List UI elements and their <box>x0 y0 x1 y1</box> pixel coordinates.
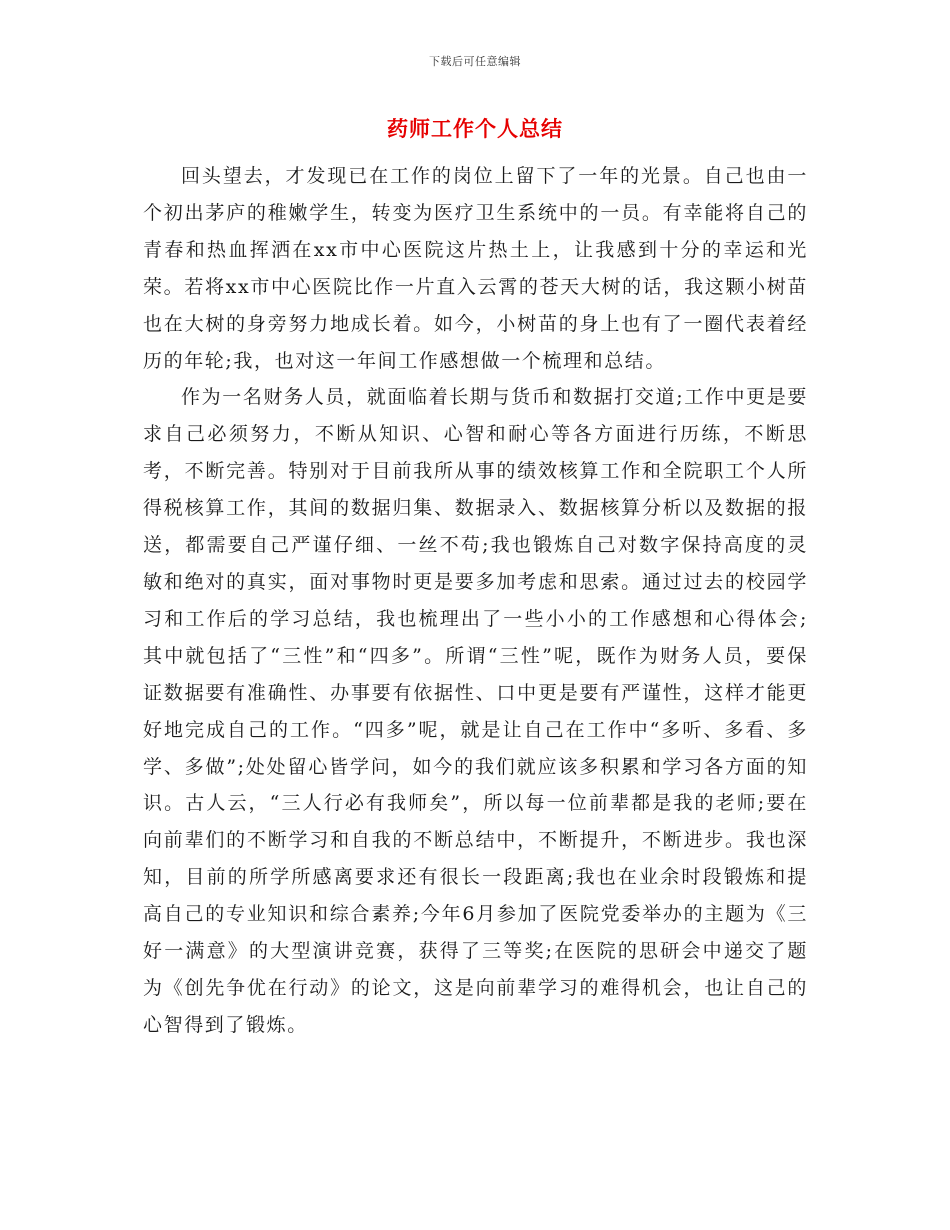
document-title: 药师工作个人总结 <box>387 116 563 141</box>
paragraph-work-summary: 作为一名财务人员，就面临着长期与货币和数据打交道;工作中更是要求自己必须努力，不断从知识、心智和耐心等各方面进行历练，不断思考，不断完善。特别对于目前我所从事的绩效核算工作和全院职工个人所得税核算工作，其间的数据归集、数据录入、数据核算分析以及数据的报送，都需要自己严谨仔细、一丝不苟;我也锻炼自己对数字保持高度的灵敏和绝对的真实，面对事物时更是要多加考虑和思索。通过过去的校园学习和工作后的学习总结，我也梳理出了一些小小的工作感想和心得体会;其中就包括了“三性”和“四多”。所谓“三性”呢，既作为财务人员，要保证数据要有准确性、办事要有依据性、口中更是要有严谨性，这样才能更好地完成自己的工作。“四多”呢，就是让自己在工作中“多听、多看、多学、多做”;处处留心皆学问，如今的我们就应该多积累和学习各方面的知识。古人云，“三人行必有我师矣”，所以每一位前辈都是我的老师;要在向前辈们的不断学习和自我的不断总结中，不断提升，不断进步。我也深知，目前的所学所感离要求还有很长一段距离;我也在业余时段锻炼和提高自己的专业知识和综合素养;今年6月参加了医院党委举办的主题为《三好一满意》的大型演讲竞赛，获得了三等奖;在医院的思研会中递交了题为《创先争优在行动》的论文，这是向前辈学习的难得机会，也让自己的心智得到了锻炼。 <box>143 386 808 1036</box>
header-note: 下载后可任意编辑 <box>429 55 521 68</box>
document-body <box>143 158 808 1044</box>
paragraph-intro: 回头望去，才发现已在工作的岗位上留下了一年的光景。自己也由一个初出茅庐的稚嫩学生，转变为医疗卫生系统中的一员。有幸能将自己的青春和热血挥洒在xx市中心医院这片热土上，让我感到十分的幸运和光荣。若将xx市中心医院比作一片直入云霄的苍天大树的话，我这颗小树苗也在大树的身旁努力地成长着。如今，小树苗的身上也有了一圈代表着经历的年轮;我，也对这一年间工作感想做一个梳理和总结。 <box>143 165 808 372</box>
